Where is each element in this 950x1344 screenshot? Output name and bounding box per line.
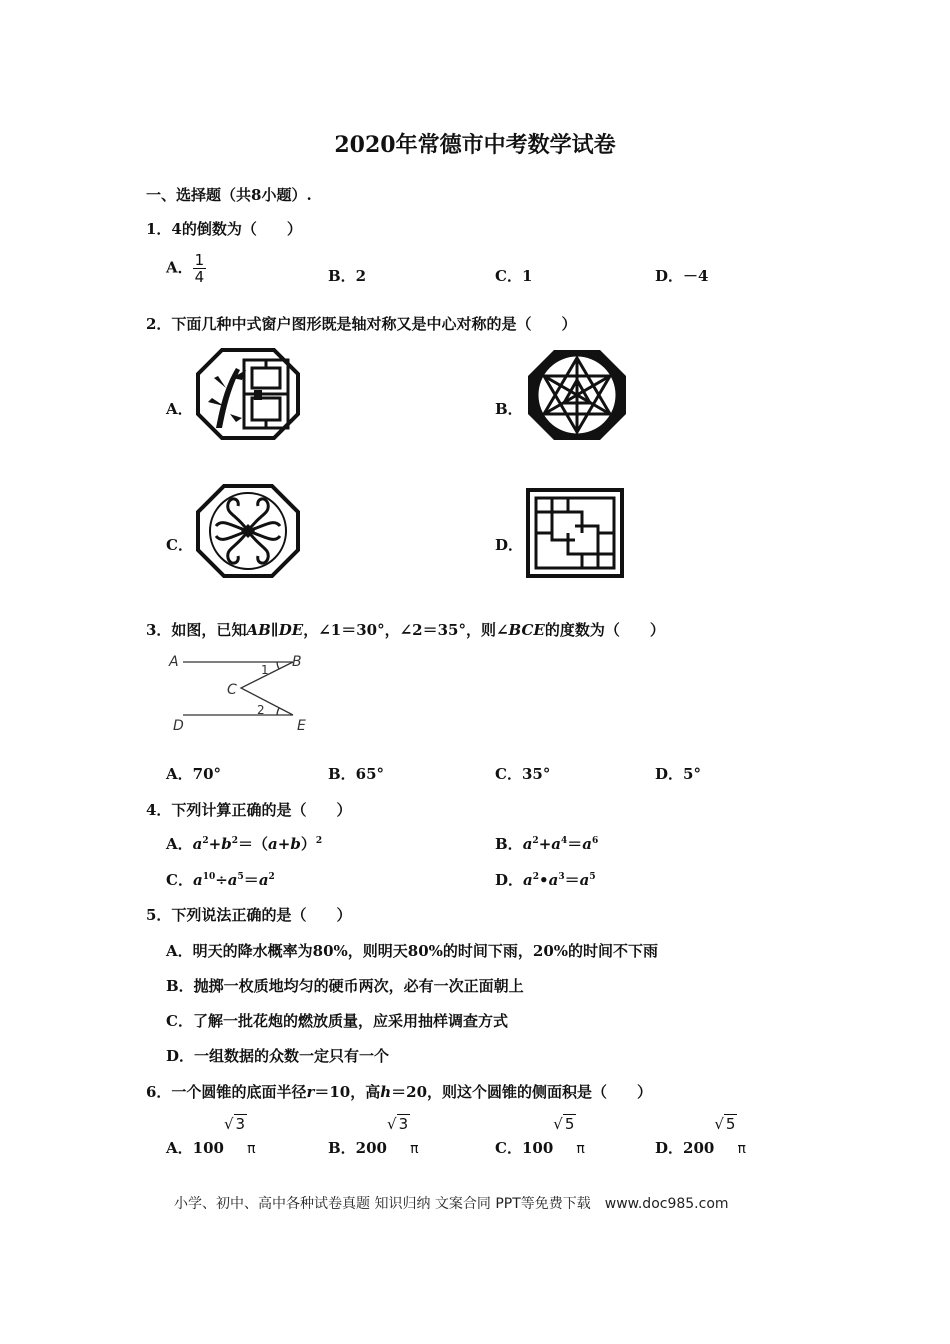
question-3: 3．如图，已知AB∥DE，∠1＝30°，∠2＝35°，则∠BCE的度数为（ ）: [146, 621, 665, 639]
angle-1-label: 1: [261, 663, 269, 677]
q3-option-b: B．65°: [328, 765, 385, 783]
section-heading: 一、选择题（共8小题）.: [146, 186, 312, 204]
label-a: A: [169, 654, 179, 670]
label-c: C: [227, 682, 237, 698]
page-title: 2020年常德市中考数学试卷: [334, 132, 616, 158]
q1-option-a: A． $\frac{1}{4}$: [166, 251, 205, 286]
question-5: 5．下列说法正确的是（ ）: [146, 906, 352, 924]
q5-option-c: C．了解一批花炮的燃放质量，应采用抽样调查方式: [166, 1012, 508, 1030]
label-b: B: [292, 654, 302, 670]
q2-option-d: D．: [495, 536, 524, 554]
fraction: $\frac{1}{4}$: [194, 251, 205, 286]
window-c-figure: [196, 484, 300, 578]
question-6: 6．一个圆锥的底面半径r＝10，高h＝20，则这个圆锥的侧面积是（ ）: [146, 1083, 653, 1101]
sqrt-symbol: √ 5: [714, 1115, 736, 1133]
window-a-figure: [196, 348, 300, 440]
q1-option-b: B．2: [328, 267, 367, 285]
q5-option-b: B．抛掷一枚质地均匀的硬币两次，必有一次正面朝上: [166, 977, 524, 995]
q5-option-d: D．一组数据的众数一定只有一个: [166, 1047, 390, 1065]
q3-option-c: C．35°: [495, 765, 551, 783]
question-4: 4．下列计算正确的是（ ）: [146, 801, 352, 819]
label-d: D: [173, 718, 184, 734]
sqrt-symbol: √ 3: [223, 1115, 246, 1133]
q4-option-c: C．$a^{10}\div a^5=a^2$: [166, 871, 275, 889]
footer-text: 小学、初中、高中各种试卷真题 知识归纳 文案合同 PPT等免费下载 www.doc985.com: [174, 1196, 729, 1212]
sqrt-symbol: √ 5: [553, 1115, 575, 1133]
window-b-figure: [526, 348, 628, 442]
q4-option-d: D．$a^2•a^3=a^5$: [495, 871, 596, 889]
q3-option-d: D．5°: [655, 765, 701, 783]
q1-option-c: C．1: [495, 267, 533, 285]
q2-option-c: C．: [166, 536, 193, 554]
question-1: 1．4的倒数为（ ）: [146, 220, 302, 238]
q6-option-d: D．200√ 5π: [655, 1115, 746, 1157]
q4-option-a: A．$a^2+b^2=(a+b)^2$: [166, 835, 323, 853]
q5-option-a: A．明天的降水概率为80%，则明天80%的时间下雨，20%的时间不下雨: [166, 942, 659, 960]
window-d-figure: [526, 488, 624, 578]
question-2: 2．下面几种中式窗户图形既是轴对称又是中心对称的是（ ）: [146, 315, 577, 333]
parallel-lines-figure: [165, 648, 325, 736]
q4-option-b: B．$a^2+a^4=a^6$: [495, 835, 599, 853]
q2-option-a: A．: [166, 400, 193, 418]
q3-option-a: A．70°: [166, 765, 222, 783]
q6-option-b: B．200√ 3π: [328, 1115, 419, 1157]
q1-option-d: D．－4: [655, 267, 709, 285]
q6-option-a: A．100√ 3π: [166, 1115, 256, 1157]
label-e: E: [297, 718, 306, 734]
angle-2-label: 2: [257, 703, 265, 717]
q2-option-b: B．: [495, 400, 523, 418]
q6-option-c: C．100√ 5π: [495, 1115, 585, 1157]
sqrt-symbol: √ 3: [387, 1115, 409, 1133]
